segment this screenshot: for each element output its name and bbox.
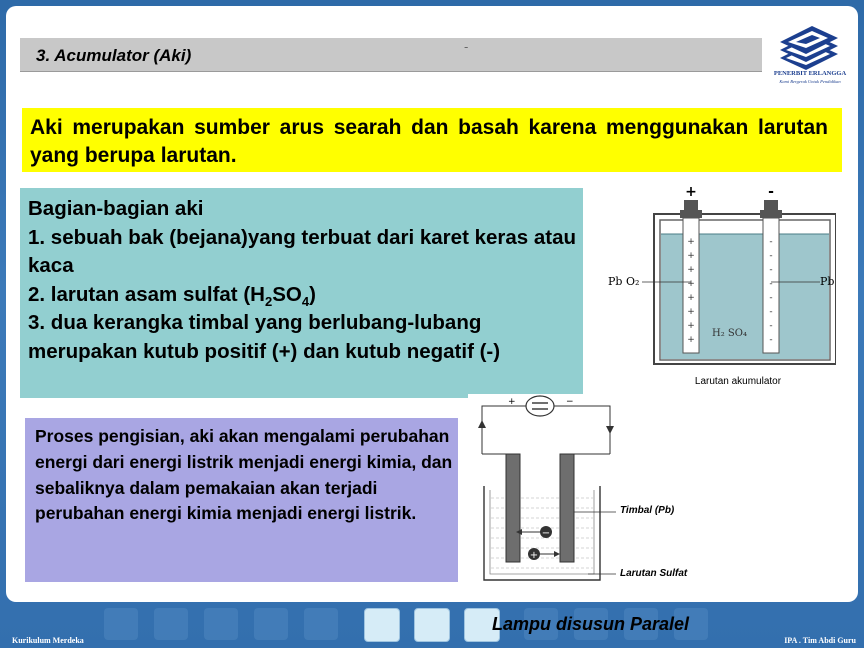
svg-text:-: -	[769, 321, 773, 331]
negative-terminal-label: -	[768, 186, 774, 200]
accumulator-diagram	[604, 186, 836, 374]
publisher-logo-caption: PENERBIT ERLANGGA	[773, 70, 847, 77]
parts-item-3: 3. dua kerangka timbal yang berlubang-lubang merupakan kutub positif (+) dan kutub negatif (-)	[28, 311, 501, 363]
svg-text:+: +	[687, 307, 695, 317]
definition-box	[22, 108, 842, 172]
source-plus-label: +	[508, 397, 516, 407]
pbo2-label: Pb O₂	[608, 275, 640, 288]
footer-tile	[154, 608, 188, 640]
svg-text:-: -	[769, 265, 773, 275]
accumulator-caption: Larutan akumulator	[694, 376, 782, 387]
footer-curriculum: Kurikulum Merdeka	[12, 636, 84, 645]
svg-text:-: -	[769, 293, 773, 303]
parts-item-2: 2. larutan asam sulfat $(H_2SO_4)$	[28, 282, 316, 309]
slide-title: 3. Acumulator (Aki)	[36, 46, 192, 65]
footer-tile-light	[414, 608, 450, 642]
footer-author: IPA . Tim Abdi Guru	[784, 636, 856, 645]
publisher-logo-tagline: Kami Bergerak Untuk Pendidikan	[779, 79, 841, 84]
pb-label: Pb	[820, 275, 835, 288]
positive-terminal-label: +	[685, 186, 697, 200]
parts-heading: Bagian-bagian aki	[28, 197, 204, 220]
charging-text: Proses pengisian, aki akan mengalami perubahan energi dari energi listrik menjadi energi kimia, dan sebaliknya dalam pemakaian akan terjadi perubahan energi kimia menjadi energi listrik.	[35, 426, 453, 524]
footer-tile	[254, 608, 288, 640]
title-bar	[20, 38, 762, 72]
svg-text:+: +	[687, 335, 695, 345]
svg-text:+: +	[687, 293, 695, 303]
parts-text	[28, 195, 580, 366]
svg-text:+: +	[687, 265, 695, 275]
footer-tile	[104, 608, 138, 640]
svg-text:-: -	[769, 251, 773, 261]
lead-plate-label: Timbal (Pb)	[620, 505, 675, 516]
svg-text:-: -	[769, 237, 773, 247]
h2so4-label: H₂ SO₄	[712, 328, 747, 339]
lamp-parallel-text: Lampu disusun Paralel	[492, 614, 690, 634]
footer-tile	[204, 608, 238, 640]
title-dash: -	[464, 40, 469, 54]
source-minus-label: −	[566, 397, 574, 407]
svg-text:+: +	[687, 237, 695, 247]
svg-text:-: -	[769, 279, 773, 289]
footer-tile	[304, 608, 338, 640]
footer-tile-light	[364, 608, 400, 642]
parts-item-1: 1. sebuah bak (bejana)yang terbuat dari karet keras atau kaca	[28, 225, 577, 277]
svg-text:-: -	[769, 335, 773, 345]
charging-diagram	[468, 394, 616, 582]
svg-text:+: +	[687, 251, 695, 261]
sulfate-solution-label: Larutan Sulfat	[620, 568, 688, 579]
svg-text:+: +	[529, 550, 539, 561]
svg-text:−: −	[541, 528, 551, 539]
svg-text:-: -	[769, 307, 773, 317]
charging-box	[25, 418, 458, 582]
svg-text:+: +	[687, 279, 695, 289]
svg-text:+: +	[687, 321, 695, 331]
definition-text: Aki merupakan sumber arus searah dan basah karena menggunakan larutan yang berupa larutan.	[30, 116, 828, 167]
parts-box	[20, 188, 583, 398]
